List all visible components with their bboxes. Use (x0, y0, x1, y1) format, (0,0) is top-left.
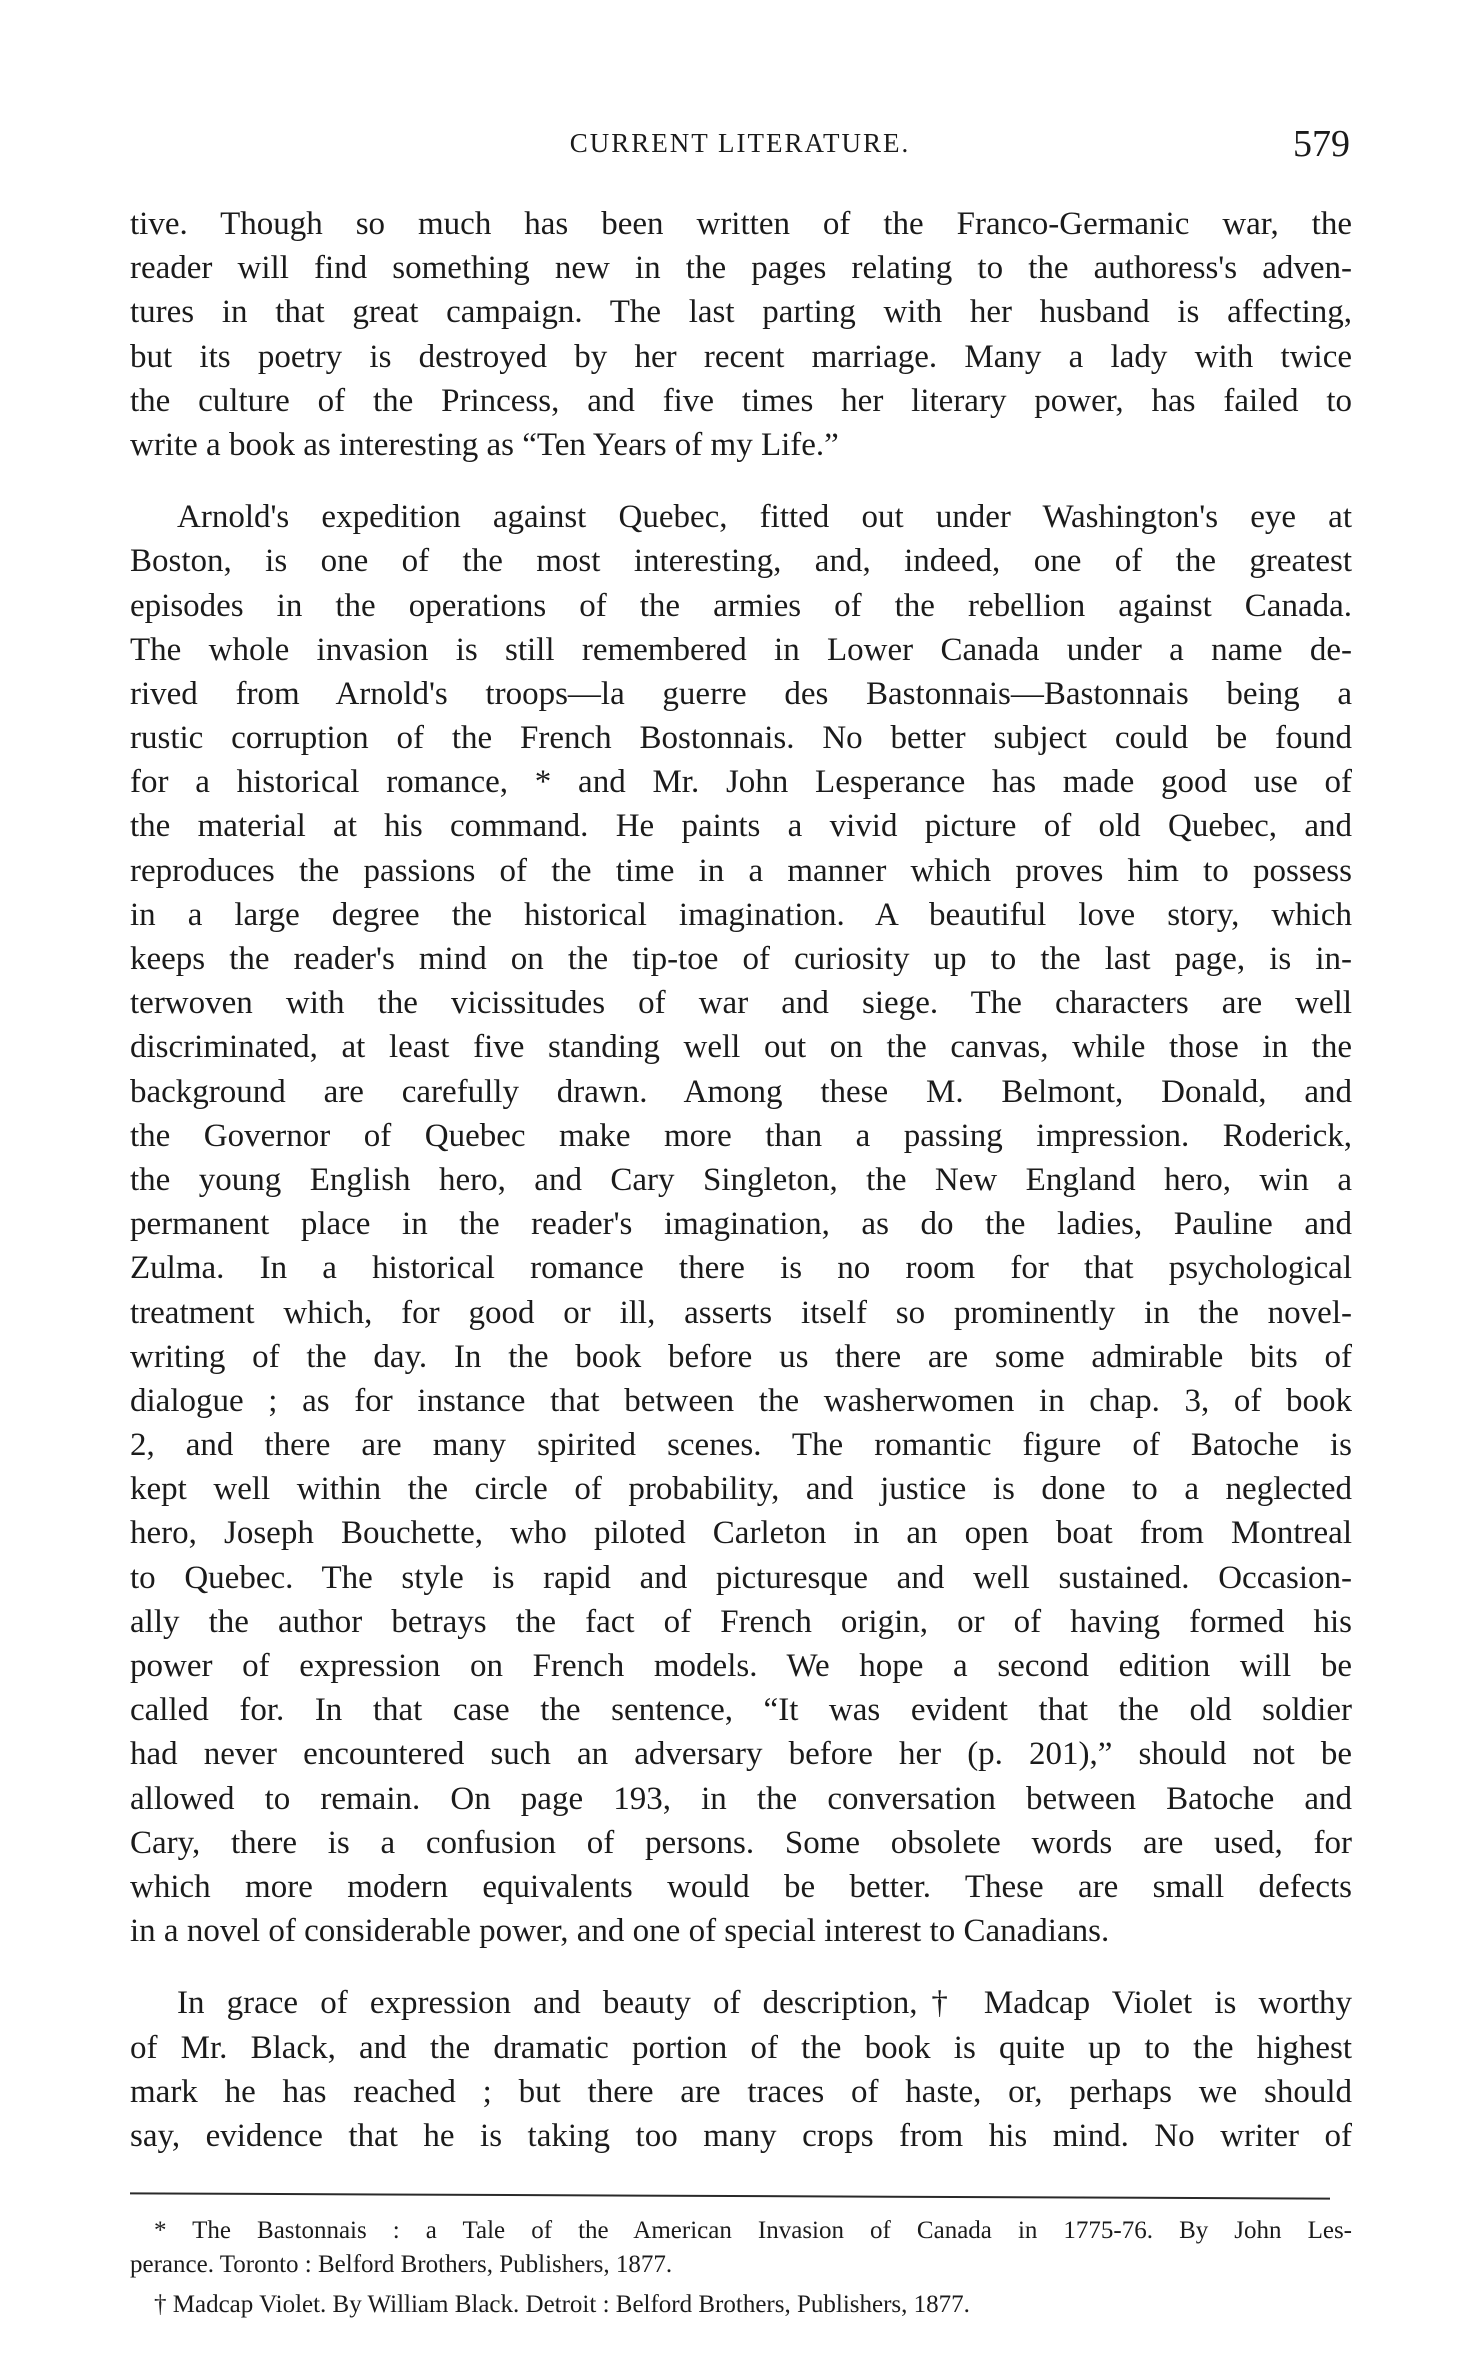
text-line: writing of the day. In the book before us there are some admirable bits of (130, 1338, 1352, 1375)
text-line: tive. Though so much has been written of the Franco-Germanic war, the (130, 206, 1352, 242)
paragraph-madcap-violet (130, 1981, 1352, 2158)
text-line: Zulma. In a historical romance there is no room for that psychological (130, 1250, 1352, 1287)
footnote-line: † Madcap Violet. By William Black. Detroit : Belford Brothers, Publishers, 1877. (154, 2291, 970, 2318)
text-line: to Quebec. The style is rapid and picturesque and well sustained. Occasion- (130, 1559, 1352, 1596)
text-line: discriminated, at least five standing well out on the canvas, while those in the (130, 1029, 1352, 1066)
text-line: the Governor of Quebec make more than a passing impression. Roderick, (130, 1117, 1352, 1154)
text-line: had never encountered such an adversary before her (p. 201),” should not be (130, 1736, 1352, 1773)
text-line: of Mr. Black, and the dramatic portion of the book is quite up to the highest (130, 2029, 1352, 2066)
text-line: hero, Joseph Bouchette, who piloted Carleton in an open boat from Montreal (130, 1515, 1352, 1552)
footnote-line: perance. Toronto : Belford Brothers, Publishers, 1877. (130, 2251, 673, 2278)
running-head (130, 123, 1350, 168)
paragraph-continuation (130, 202, 1352, 467)
paragraph-gap (130, 467, 1352, 495)
footnotes (130, 2214, 1352, 2322)
page-number: 579 (1293, 123, 1350, 165)
footnote-madcap-violet (130, 2288, 1352, 2322)
text-line: Boston, is one of the most interesting, and, indeed, one of the greatest (130, 543, 1352, 580)
text-line: tures in that great campaign. The last parting with her husband is affecting, (130, 294, 1352, 331)
text-line: permanent place in the reader's imagination, as do the ladies, Pauline and (130, 1206, 1352, 1243)
text-line: mark he has reached ; but there are traces of haste, or, perhaps we should (130, 2073, 1352, 2110)
text-line: keeps the reader's mind on the tip-toe of curiosity up to the last page, is in- (130, 941, 1352, 977)
text-line: treatment which, for good or ill, asserts itself so prominently in the novel- (130, 1294, 1352, 1331)
text-line: say, evidence that he is taking too many crops from his mind. No writer of (130, 2117, 1352, 2154)
text-line: power of expression on French models. We hope a second edition will be (130, 1648, 1352, 1684)
text-line: episodes in the operations of the armies of the rebellion against Canada. (130, 587, 1352, 624)
text-line: the material at his command. He paints a vivid picture of old Quebec, and (130, 808, 1352, 845)
text-line: In grace of expression and beauty of description,† Madcap Violet is worthy (177, 1985, 1352, 2022)
text-line: in a large degree the historical imagination. A beautiful love story, which (130, 896, 1352, 933)
paragraph-gap (130, 1953, 1352, 1981)
text-line: in a novel of considerable power, and one of special interest to Canadians. (130, 1913, 1110, 1950)
text-line: for a historical romance, * and Mr. John Lesperance has made good use of (130, 764, 1352, 801)
paragraph-bastonnais-review (130, 495, 1352, 1953)
text-line: the culture of the Princess, and five times her literary power, has failed to (130, 382, 1352, 419)
text-line: reader will find something new in the pages relating to the authoress's adven- (130, 250, 1352, 287)
text-line: background are carefully drawn. Among these M. Belmont, Donald, and (130, 1073, 1352, 1110)
text-line: the young English hero, and Cary Singleton, the New England hero, win a (130, 1161, 1352, 1198)
running-title: CURRENT LITERATURE. (569, 128, 911, 158)
text-line: Arnold's expedition against Quebec, fitted out under Washington's eye at (177, 499, 1352, 536)
text-line: called for. In that case the sentence, “It was evident that the old soldier (130, 1692, 1352, 1729)
text-line: rustic corruption of the French Bostonnais. No better subject could be found (130, 720, 1352, 757)
text-line: dialogue ; as for instance that between the washerwomen in chap. 3, of book (130, 1382, 1352, 1419)
text-line: allowed to remain. On page 193, in the conversation between Batoche and (130, 1780, 1352, 1817)
text-line: ally the author betrays the fact of French origin, or of having formed his (130, 1603, 1352, 1640)
footnote-line: * The Bastonnais : a Tale of the American Invasion of Canada in 1775-76. By John Les- (154, 2217, 1352, 2244)
text-line: 2, and there are many spirited scenes. The romantic figure of Batoche is (130, 1427, 1352, 1464)
text-line: write a book as interesting as “Ten Years of my Life.” (130, 426, 839, 463)
text-line: which more modern equivalents would be better. These are small defects (130, 1868, 1352, 1905)
text-line: Cary, there is a confusion of persons. Some obsolete words are used, for (130, 1824, 1352, 1861)
text-line: rived from Arnold's troops—la guerre des Bastonnais—Bastonnais being a (130, 675, 1352, 712)
text-line: The whole invasion is still remembered in Lower Canada under a name de- (130, 631, 1352, 668)
footnote-rule (130, 2192, 1330, 2199)
text-line: but its poetry is destroyed by her recent marriage. Many a lady with twice (130, 338, 1352, 375)
footnote-bastonnais (130, 2214, 1352, 2282)
text-line: reproduces the passions of the time in a manner which proves him to possess (130, 852, 1352, 889)
text-line: kept well within the circle of probability, and justice is done to a neglected (130, 1471, 1352, 1508)
text-line: terwoven with the vicissitudes of war and siege. The characters are well (130, 985, 1352, 1022)
body-text (130, 202, 1352, 2158)
